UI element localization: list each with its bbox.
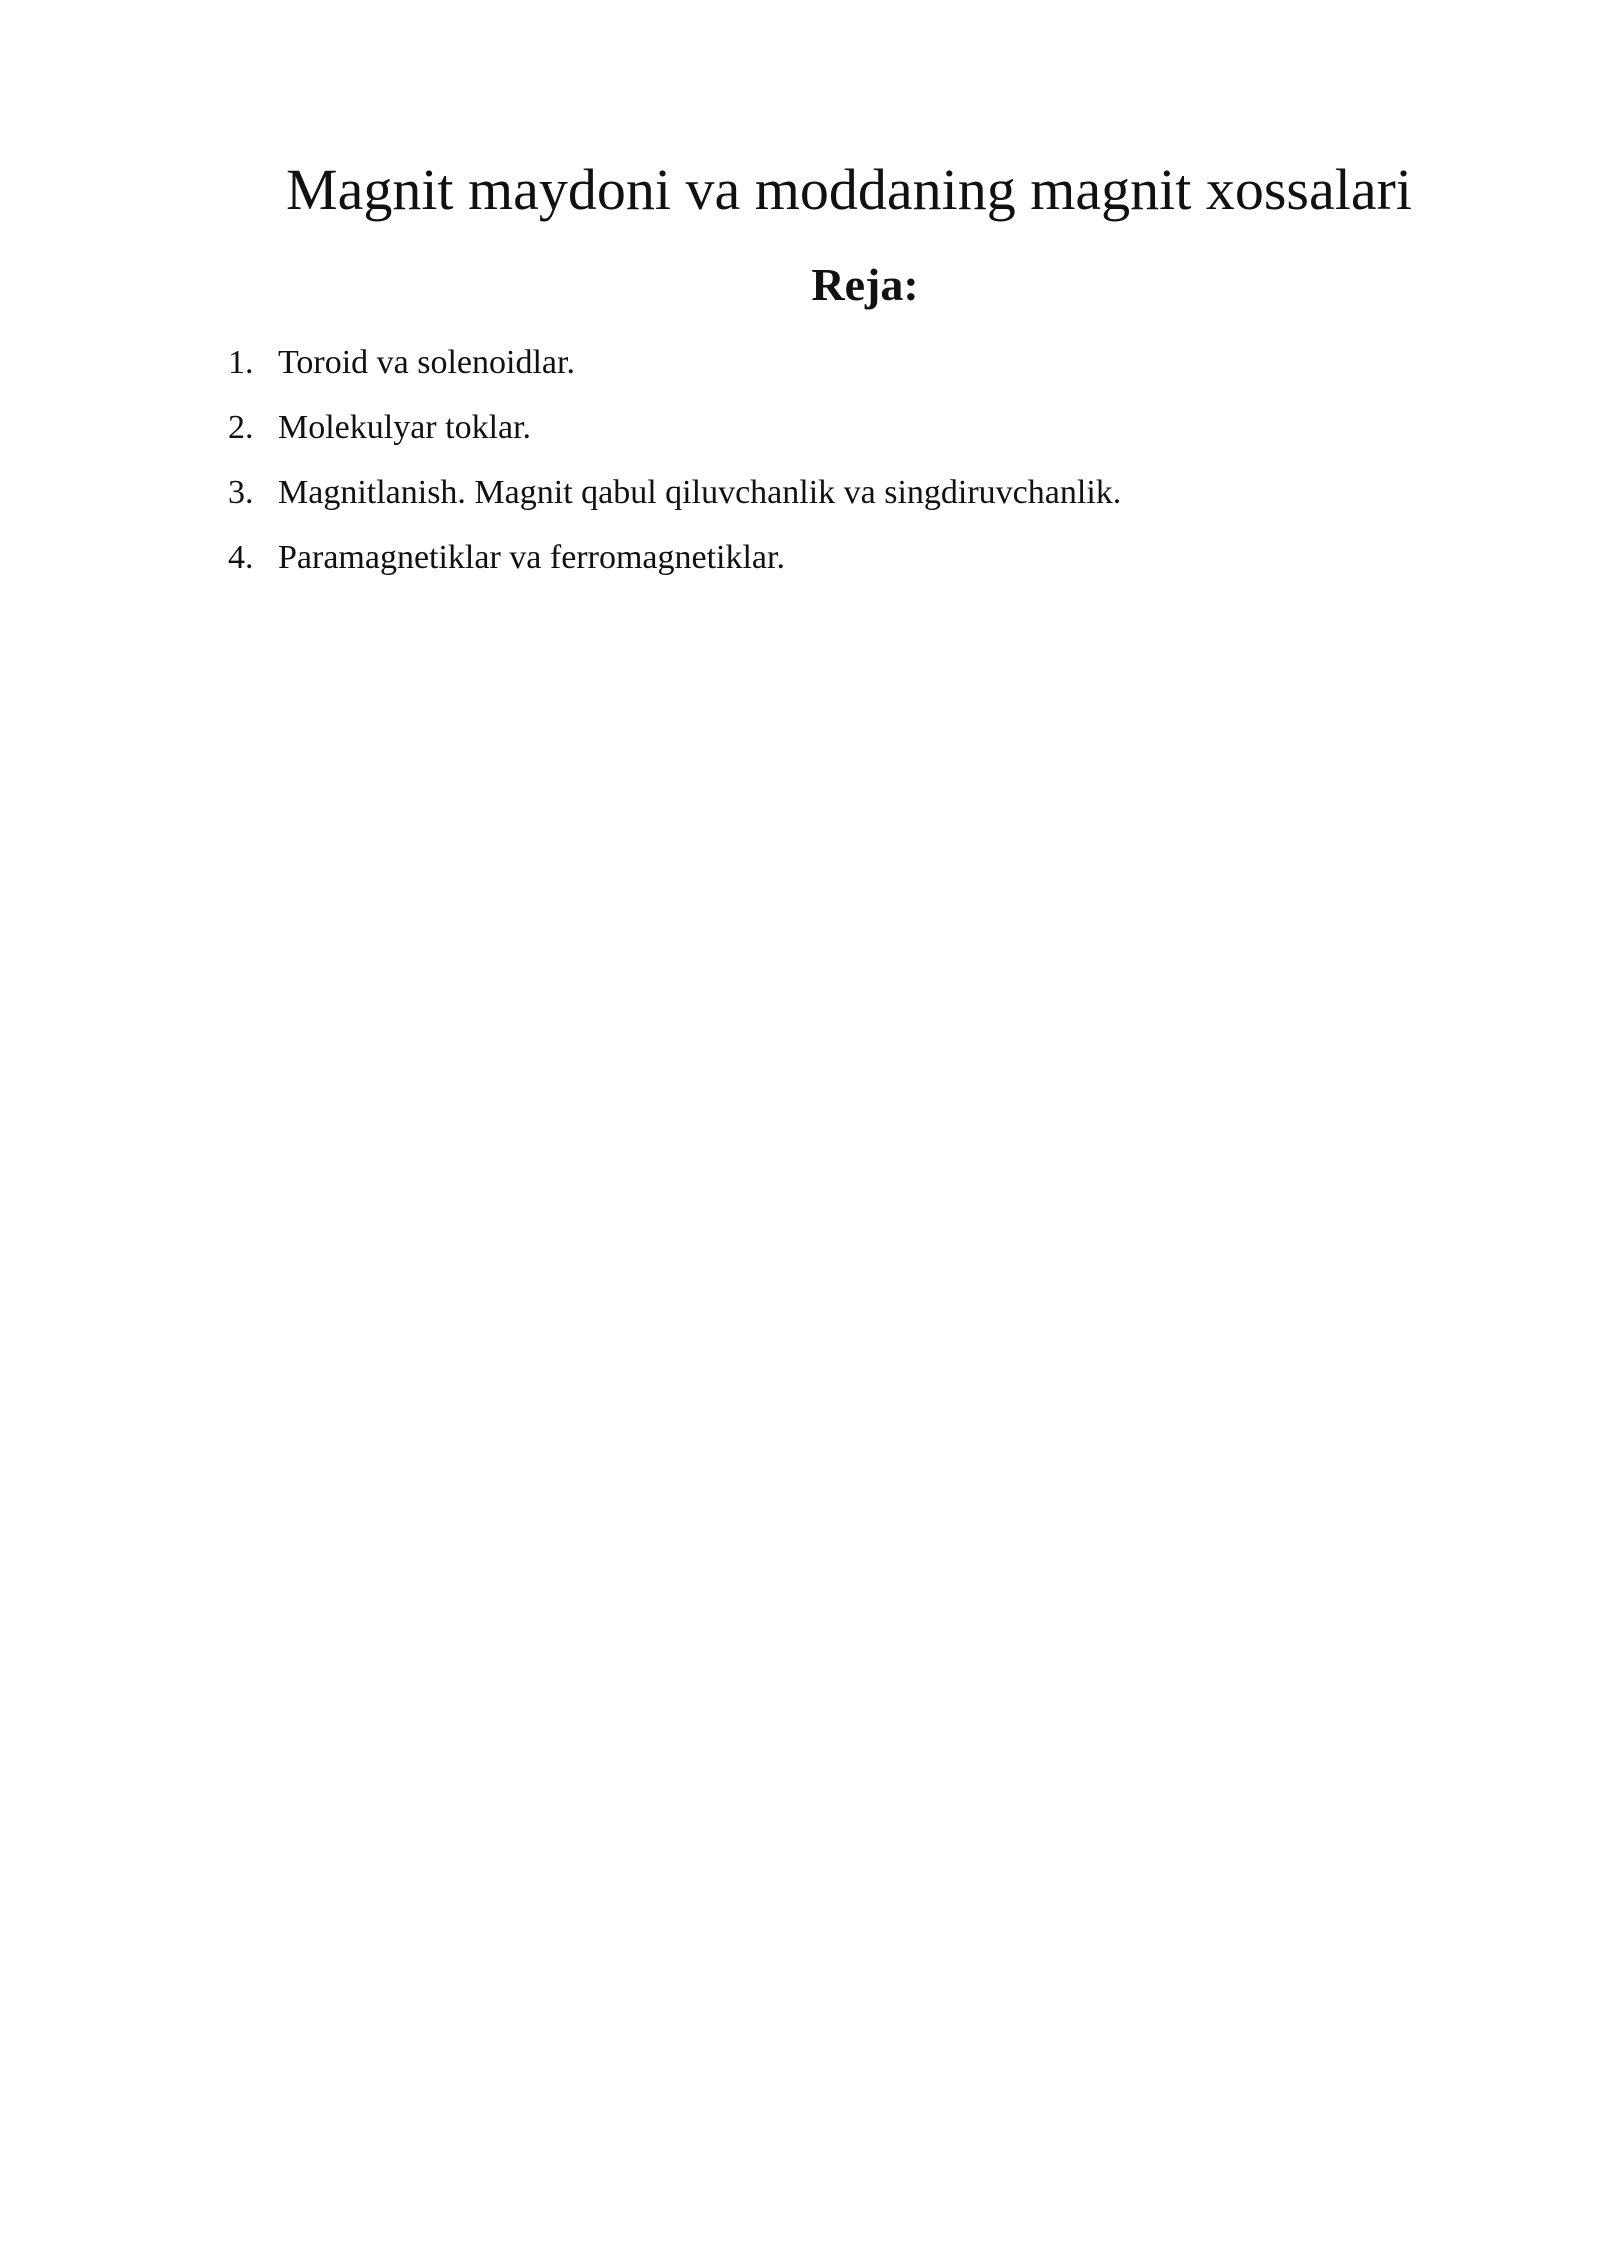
plan-item xyxy=(228,525,1121,590)
plan-item-text: Toroid va solenoidlar. xyxy=(278,344,575,381)
plan-item-text: Molekulyar toklar. xyxy=(278,409,532,446)
plan-item xyxy=(228,330,1121,395)
plan-heading: Reja: xyxy=(811,259,919,310)
plan-item xyxy=(228,395,1121,460)
plan-item-number: 1. xyxy=(228,344,254,381)
document-title: Magnit maydoni va moddaning magnit xossalari xyxy=(286,157,1412,222)
plan-item-number: 3. xyxy=(228,474,254,511)
plan-item-text: Magnitlanish. Magnit qabul qiluvchanlik va singdiruvchanlik. xyxy=(278,474,1122,511)
plan-list xyxy=(228,330,1121,590)
plan-item-text: Paramagnetiklar va ferromagnetiklar. xyxy=(278,539,785,576)
plan-item-number: 2. xyxy=(228,409,254,446)
plan-item-number: 4. xyxy=(228,539,254,576)
plan-item xyxy=(228,460,1121,525)
